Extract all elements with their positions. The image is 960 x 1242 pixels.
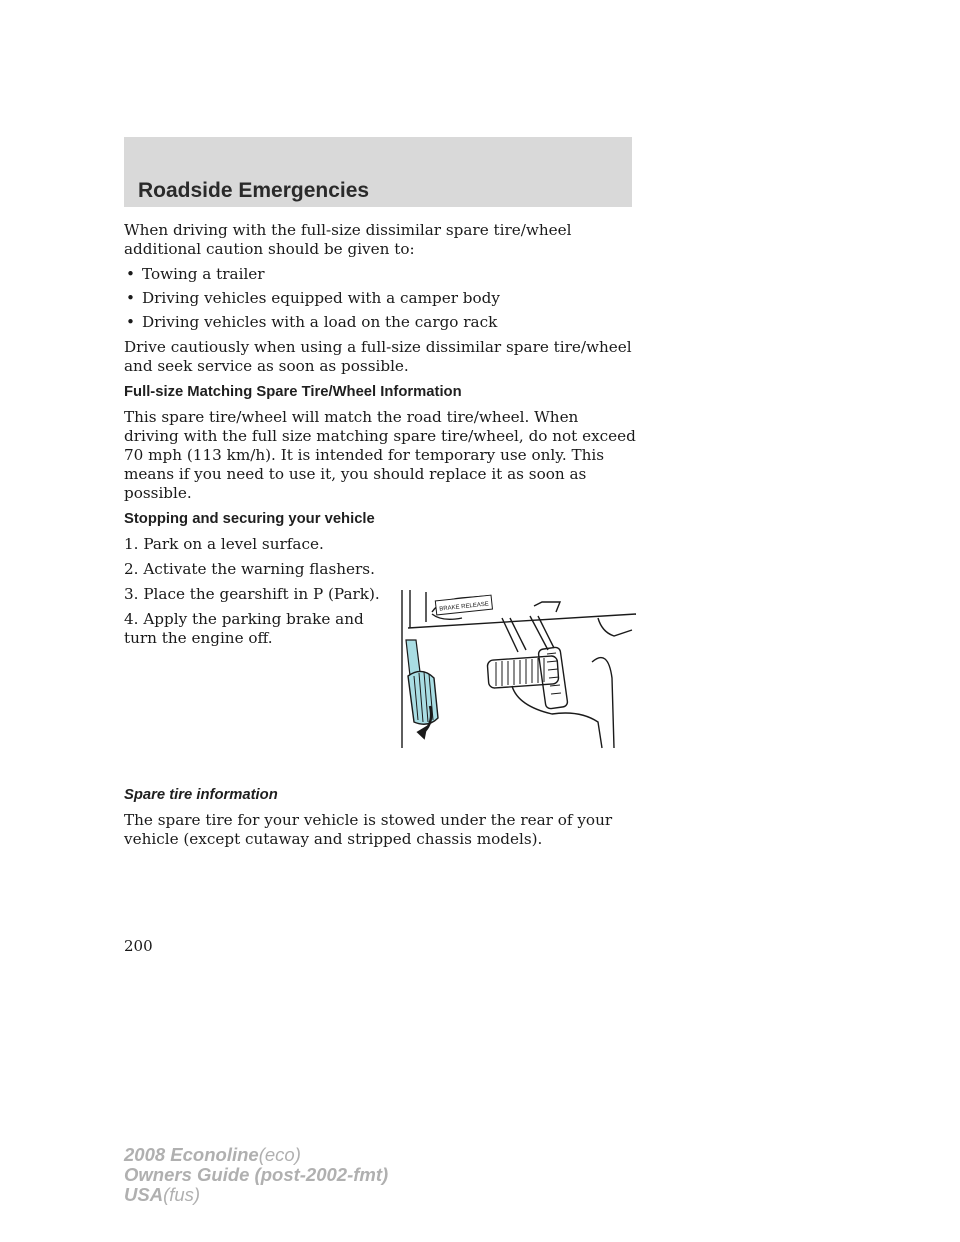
intro-paragraph: When driving with the full-size dissimilar spare tire/wheel additional caution should be given to: — [124, 221, 572, 258]
page-number: 200 — [124, 937, 153, 955]
list-item: • Towing a trailer — [126, 265, 265, 283]
footer-line-3: USA(fus) — [124, 1184, 201, 1205]
parking-brake-pedal-illustration — [392, 582, 636, 750]
list-item: 3. Place the gearshift in P (Park). — [124, 585, 380, 603]
matching-spare-heading: Full-size Matching Spare Tire/Wheel Information — [124, 384, 462, 400]
page-content — [124, 221, 636, 855]
bullet-icon: • — [126, 289, 135, 307]
document-footer — [124, 1145, 388, 1205]
bullet-icon: • — [126, 265, 135, 283]
stopping-heading: Stopping and securing your vehicle — [124, 511, 375, 527]
brake-release-label: BRAKE RELEASE — [439, 601, 490, 613]
spare-info-heading: Spare tire information — [124, 787, 278, 803]
list-item: 1. Park on a level surface. — [124, 535, 324, 553]
list-item: • Driving vehicles equipped with a camper body — [126, 289, 500, 307]
footer-line-2: Owners Guide (post-2002-fmt) — [124, 1164, 389, 1185]
footer-line-1: 2008 Econoline(eco) — [124, 1144, 301, 1165]
caution-paragraph: Drive cautiously when using a full-size dissimilar spare tire/wheel and seek service as soon as possible. — [124, 338, 632, 375]
list-item: 2. Activate the warning flashers. — [124, 560, 375, 578]
spare-info-paragraph: The spare tire for your vehicle is stowed under the rear of your vehicle (except cutaway and stripped chassis models). — [124, 811, 613, 848]
list-item: • Driving vehicles with a load on the cargo rack — [126, 313, 498, 331]
bullet-icon: • — [126, 313, 135, 331]
list-item: 4. Apply the parking brake and turn the engine off. — [124, 610, 364, 647]
matching-spare-paragraph: This spare tire/wheel will match the road tire/wheel. When driving with the full size matching spare tire/wheel, do not exceed 70 mph (113 km/h). It is intended for temporary use only. This means if you need to use it, you should replace it as soon as possible. — [124, 408, 636, 502]
section-header-band — [124, 137, 632, 207]
section-title: Roadside Emergencies — [138, 179, 370, 202]
caution-list — [124, 265, 636, 332]
